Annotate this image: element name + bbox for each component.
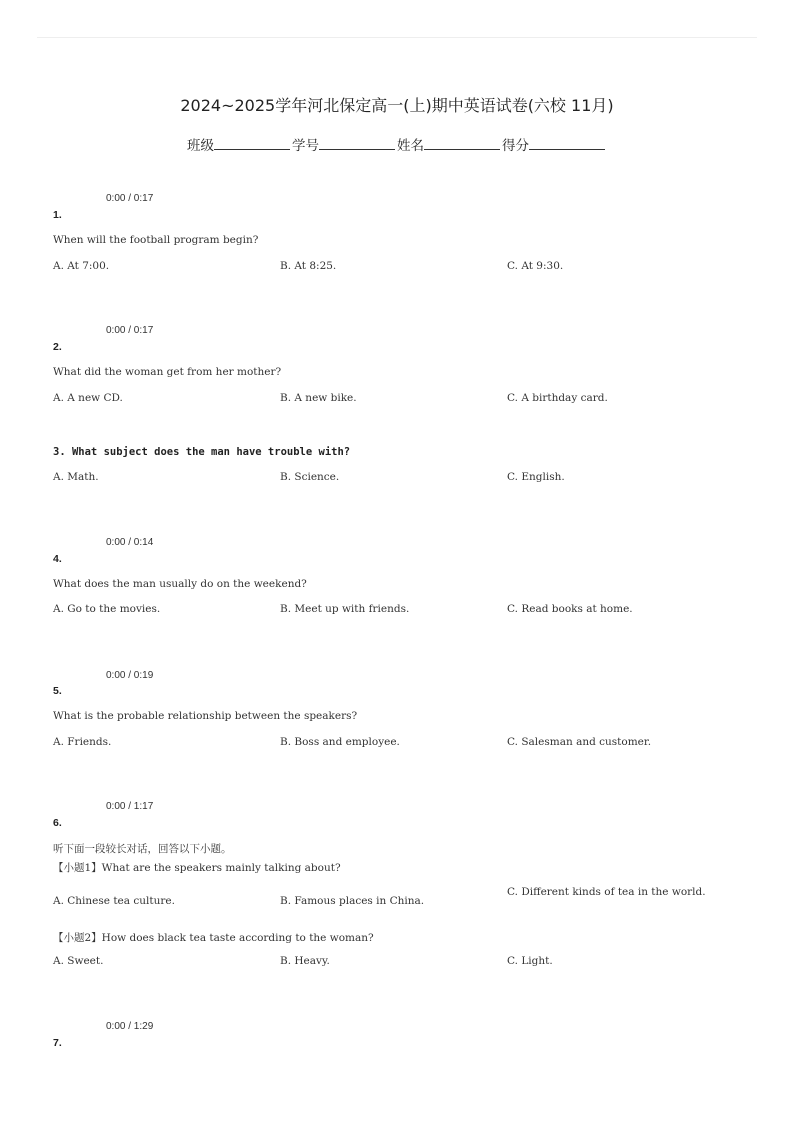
id-label: 学号 (292, 138, 319, 154)
top-divider (37, 37, 757, 38)
audio-player-time[interactable]: 0:00 / 0:17 (106, 325, 154, 336)
question-number: 5. (53, 685, 62, 697)
id-blank[interactable] (319, 137, 395, 150)
question-text: When will the football program begin? (53, 234, 259, 246)
page-title: 2024~2025学年河北保定高一(上)期中英语试卷(六校 11月) (180, 96, 614, 115)
option-a[interactable]: A. Sweet. (53, 955, 104, 967)
option-c[interactable]: C. Light. (507, 955, 553, 967)
score-label: 得分 (502, 138, 529, 154)
question-number: 1. (53, 209, 62, 221)
option-b[interactable]: B. Famous places in China. (280, 895, 425, 907)
student-info-line (0, 134, 794, 154)
option-a[interactable]: A. Chinese tea culture. (53, 895, 175, 907)
sub-question-text: 【小题2】How does black tea taste according to the woman? (53, 932, 374, 944)
question-number: 2. (53, 341, 62, 353)
option-b[interactable]: B. At 8:25. (280, 260, 337, 272)
option-a[interactable]: A. Friends. (53, 736, 112, 748)
question-number: 4. (53, 553, 62, 565)
option-a[interactable]: A. A new CD. (53, 392, 123, 404)
sub-question-text: 【小题1】What are the speakers mainly talking about? (53, 862, 341, 874)
name-blank[interactable] (424, 137, 500, 150)
question-text: 3. What subject does the man have trouble with? (53, 446, 351, 458)
question-text: What does the man usually do on the weekend? (53, 578, 307, 590)
option-c[interactable]: C. At 9:30. (507, 260, 564, 272)
option-a[interactable]: A. Math. (53, 471, 99, 483)
question-number: 6. (53, 817, 62, 829)
class-blank[interactable] (214, 137, 290, 150)
audio-player-time[interactable]: 0:00 / 1:17 (106, 801, 154, 812)
option-a[interactable]: A. Go to the movies. (53, 603, 161, 615)
option-a[interactable]: A. At 7:00. (53, 260, 110, 272)
question-text: What is the probable relationship between the speakers? (53, 710, 358, 722)
option-b[interactable]: B. Meet up with friends. (280, 603, 410, 615)
question-number: 7. (53, 1037, 62, 1049)
option-c[interactable]: C. English. (507, 471, 565, 483)
audio-player-time[interactable]: 0:00 / 0:19 (106, 670, 154, 681)
option-c[interactable]: C. Read books at home. (507, 603, 633, 615)
name-label: 姓名 (397, 138, 424, 154)
score-blank[interactable] (529, 137, 605, 150)
option-b[interactable]: B. Heavy. (280, 955, 330, 967)
question-text: What did the woman get from her mother? (53, 366, 282, 378)
option-c[interactable]: C. A birthday card. (507, 392, 608, 404)
option-c[interactable]: C. Salesman and customer. (507, 736, 652, 748)
option-b[interactable]: B. Boss and employee. (280, 736, 400, 748)
audio-player-time[interactable]: 0:00 / 0:17 (106, 193, 154, 204)
audio-player-time[interactable]: 0:00 / 1:29 (106, 1021, 154, 1032)
option-b[interactable]: B. A new bike. (280, 392, 357, 404)
audio-player-time[interactable]: 0:00 / 0:14 (106, 537, 154, 548)
class-label: 班级 (187, 138, 214, 154)
question-intro: 听下面一段较长对话，回答以下小题。 (53, 843, 232, 855)
option-c[interactable]: C. Different kinds of tea in the world. (507, 886, 706, 898)
option-b[interactable]: B. Science. (280, 471, 340, 483)
